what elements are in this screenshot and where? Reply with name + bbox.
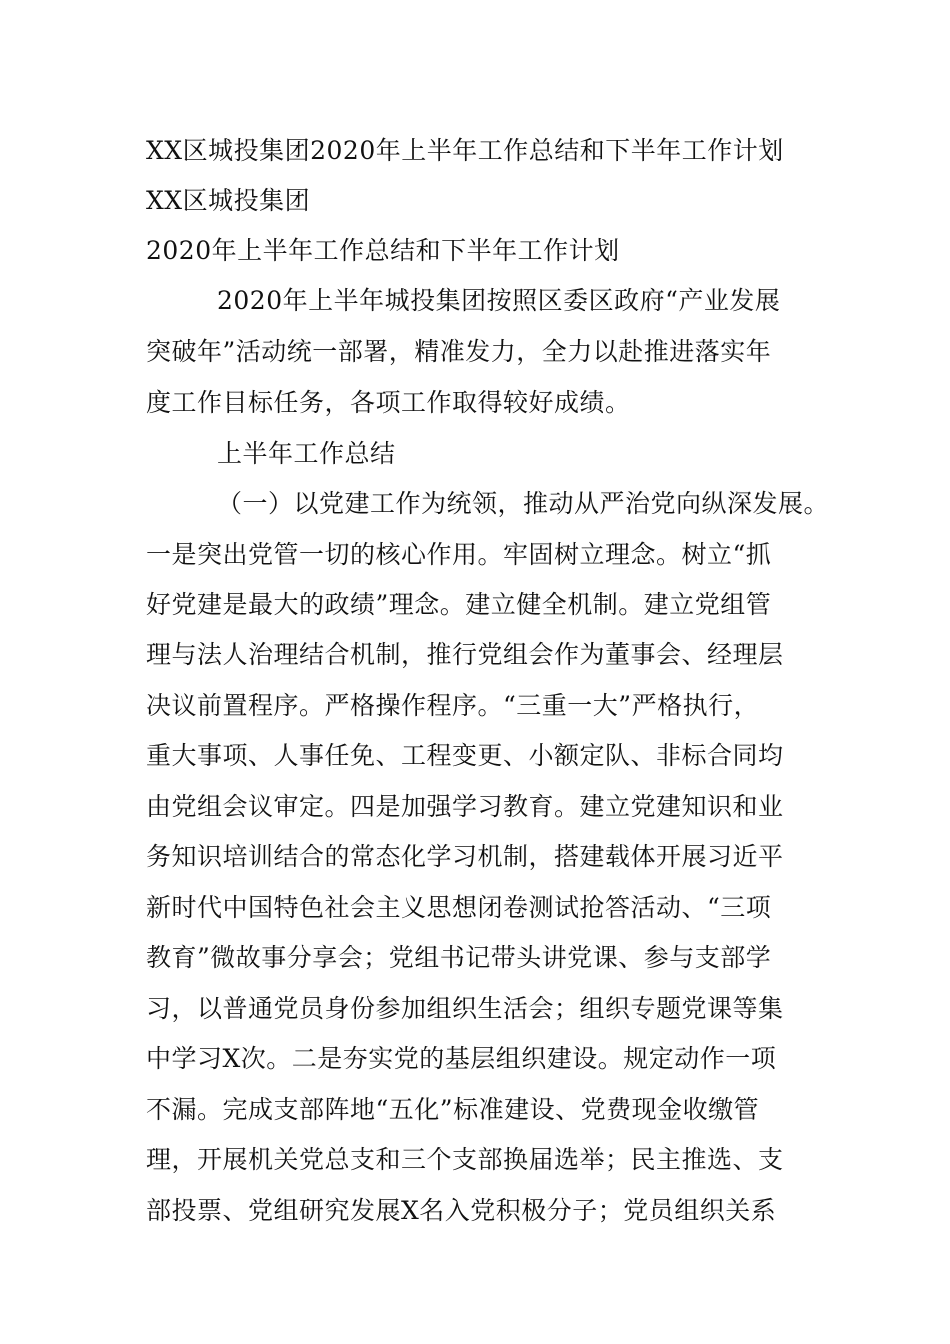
document-subtitle: 2020年上半年工作总结和下半年工作计划 <box>146 236 620 265</box>
body-paragraph-line: 决议前置程序。严格操作程序。“三重一大”严格执行， <box>146 691 760 720</box>
body-paragraph-line: 一是突出党管一切的核心作用。牢固树立理念。树立“抓 <box>146 540 772 569</box>
body-paragraph-line: 教育”微故事分享会；党组书记带头讲党课、参与支部学 <box>146 943 772 972</box>
intro-paragraph-line: 突破年”活动统一部署，精准发力，全力以赴推进落实年 <box>146 337 772 366</box>
body-paragraph-line: 由党组会议审定。四是加强学习教育。建立党建知识和业 <box>146 792 784 821</box>
body-paragraph-line: 理，开展机关党总支和三个支部换届选举；民主推选、支 <box>146 1145 784 1174</box>
body-paragraph-line: 好党建是最大的政绩”理念。建立健全机制。建立党组管 <box>146 590 772 619</box>
body-paragraph-line: 新时代中国特色社会主义思想闭卷测试抢答活动、“三项 <box>146 893 772 922</box>
intro-paragraph-line: 度工作目标任务，各项工作取得较好成绩。 <box>146 388 631 417</box>
intro-paragraph-line: 2020年上半年城投集团按照区委区政府“产业发展 <box>217 286 781 315</box>
body-paragraph-line: 不漏。完成支部阵地“五化”标准建设、党费现金收缴管 <box>146 1095 760 1124</box>
document-title-line: XX区城投集团2020年上半年工作总结和下半年工作计划 <box>146 136 784 165</box>
body-paragraph-line: 部投票、党组研究发展X名入党积极分子；党员组织关系 <box>146 1196 777 1225</box>
section-heading: 上半年工作总结 <box>217 439 396 468</box>
body-paragraph-line: （一）以党建工作为统领，推动从严治党向纵深发展。 <box>217 489 830 518</box>
body-paragraph-line: 务知识培训结合的常态化学习机制，搭建载体开展习近平 <box>146 842 784 871</box>
organization-name: XX区城投集团 <box>146 186 311 215</box>
body-paragraph-line: 中学习X次。二是夯实党的基层组织建设。规定动作一项 <box>146 1044 777 1073</box>
body-paragraph-line: 理与法人治理结合机制，推行党组会作为董事会、经理层 <box>146 640 784 669</box>
body-paragraph-line: 习，以普通党员身份参加组织生活会；组织专题党课等集 <box>146 994 784 1023</box>
body-paragraph-line: 重大事项、人事任免、工程变更、小额定队、非标合同均 <box>146 741 784 770</box>
